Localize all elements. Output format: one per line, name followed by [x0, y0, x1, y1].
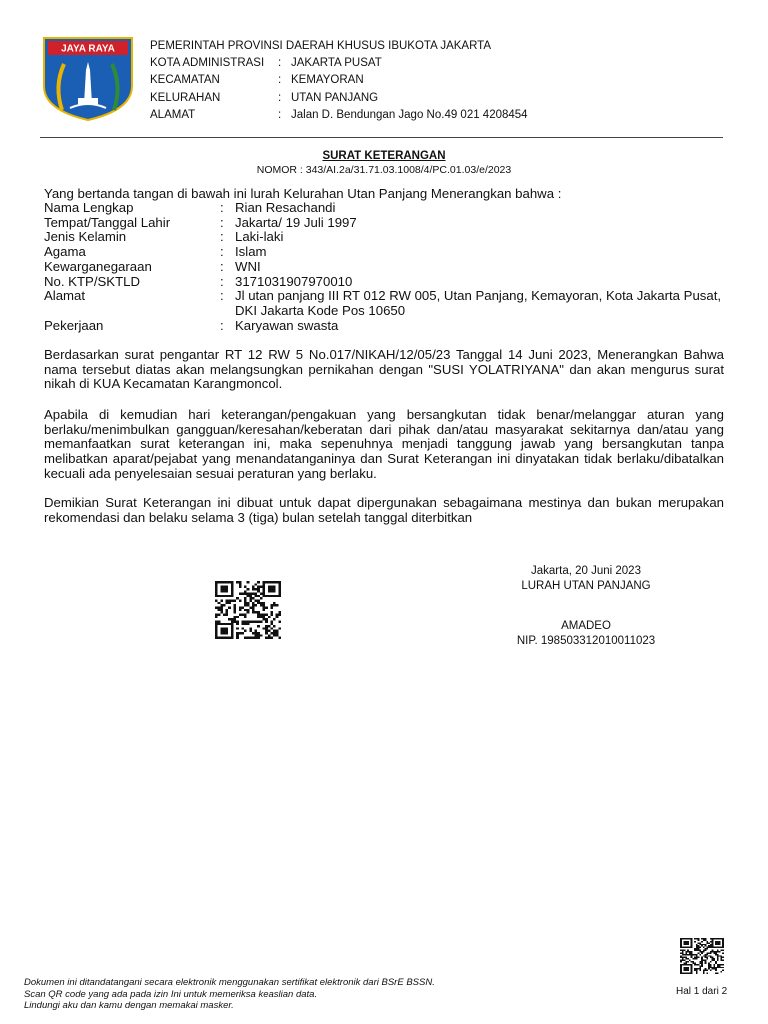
letterhead-colon: : [278, 74, 282, 87]
paragraph-closing: Demikian Surat Keterangan ini dibuat untuk dapat dipergunakan sebagaimana mestinya dan bukan merupakan rekomendasi dan belaku selama 3 (tiga) bulan setelah tanggal diterbitkan [44, 495, 724, 525]
field-colon: : [220, 244, 224, 260]
field-row [44, 319, 734, 334]
letterhead-row [150, 55, 528, 72]
letterhead-value: JAKARTA PUSAT [291, 57, 382, 70]
field-label: Jenis Kelamin [44, 229, 127, 245]
field-value: Rian Resachandi [235, 200, 336, 215]
field-colon: : [220, 214, 224, 230]
field-label: Tempat/Tanggal Lahir [44, 214, 171, 230]
field-value: Laki-laki [235, 229, 284, 245]
paragraph-purpose: Berdasarkan surat pengantar RT 12 RW 5 No.017/NIKAH/12/05/23 Tanggal 14 Juni 2023, Menerangkan Bahwa nama tersebut diatas akan melangsungkan pernikahan dengan "SUSI YOLATRIYANA" dan akan mengurus surat nikah di KUA Kecamatan Karangmoncol. [44, 347, 724, 392]
signature-position: LURAH UTAN PANJANG [521, 579, 651, 592]
field-label: Nama Lengkap [44, 200, 134, 215]
field-colon: : [220, 229, 224, 245]
field-value: WNI [235, 258, 261, 274]
field-colon: : [220, 317, 224, 333]
jakarta-coat-of-arms-logo [42, 36, 134, 122]
signature-space [480, 593, 692, 619]
letterhead [150, 38, 528, 124]
letterhead-org: PEMERINTAH PROVINSI DAERAH KHUSUS IBUKOTA JAKARTA [150, 40, 492, 52]
signature-nip: NIP. 198503312010011023 [516, 634, 656, 647]
document-title: SURAT KETERANGAN [322, 150, 446, 162]
identity-fields [44, 201, 734, 333]
footer-line: Scan QR code yang ada pada izin Ini untuk memeriksa keaslian data. [24, 988, 318, 1000]
letterhead-row [150, 107, 528, 124]
field-row [44, 289, 734, 318]
signature-block [480, 564, 692, 648]
field-label: Pekerjaan [44, 317, 104, 333]
field-row [44, 201, 734, 216]
field-colon: : [220, 258, 224, 274]
letterhead-row [150, 90, 528, 107]
footer-line: Lindungi aku dan kamu dengan memakai masker. [24, 1000, 234, 1011]
signature-name: AMADEO [561, 620, 611, 632]
footer-line: Dokumen ini ditandatangani secara elektronik menggunakan sertifikat elektronik dari BSrE BSSN. [24, 977, 435, 988]
qr-code [215, 581, 281, 639]
field-label: No. KTP/SKTLD [44, 273, 141, 289]
letterhead-label: KELURAHAN [150, 91, 221, 104]
field-value: Islam [235, 244, 267, 260]
letterhead-value: Jalan D. Bendungan Jago No.49 021 4208454 [291, 108, 528, 121]
letterhead-colon: : [278, 108, 282, 121]
paragraph-disclaimer: Apabila di kemudian hari keterangan/pengakuan yang bersangkutan tidak benar/melanggar aturan yang berlaku/menimbulkan gangguan/keresahan/keberatan dari pihak dan/atau masyarakat sekitarnya dan/atau yang memanfaatkan surat keterangan ini, maka sepenuhnya menjadi tanggung jawab yang bersangkutan tanpa melibatkan aparat/pejabat yang menandatanganinya dan Surat Keterangan ini dinyatakan tidak berlaku/dibatalkan kecuali ada penyelesaian sesuai peraturan yang berlaku. [44, 407, 724, 481]
letterhead-colon: : [278, 57, 282, 70]
field-value: Jakarta/ 19 Juli 1997 [235, 214, 357, 230]
letterhead-colon: : [278, 91, 282, 104]
field-colon: : [220, 200, 224, 215]
logo-banner-text: JAYA RAYA [61, 43, 115, 55]
intro-text: Yang bertanda tangan di bawah ini lurah Kelurahan Utan Panjang Menerangkan bahwa : [44, 186, 562, 201]
letterhead-label: KECAMATAN [150, 74, 220, 87]
header-divider [40, 137, 723, 138]
field-label: Kewarganegaraan [44, 258, 152, 274]
field-colon: : [220, 273, 224, 289]
page-number: Hal 1 dari 2 [676, 986, 728, 997]
footer-qr-code [680, 938, 724, 974]
field-row [44, 216, 734, 231]
field-value: Jl utan panjang III RT 012 RW 005, Utan Panjang, Kemayoran, Kota Jakarta Pusat, DKI Jakarta Kode Pos 10650 [235, 288, 722, 318]
letterhead-value: KEMAYORAN [291, 74, 364, 87]
document-number: NOMOR : 343/AI.2a/31.71.03.1008/4/PC.01.03/e/2023 [256, 164, 512, 176]
letterhead-value: UTAN PANJANG [291, 91, 379, 104]
field-row [44, 275, 734, 290]
letterhead-label: KOTA ADMINISTRASI [150, 57, 265, 70]
field-row [44, 245, 734, 260]
field-value: 3171031907970010 [235, 273, 353, 289]
letterhead-row [150, 72, 528, 89]
field-row [44, 230, 734, 245]
field-colon: : [220, 288, 224, 304]
footer-note [24, 977, 435, 1012]
field-label: Alamat [44, 288, 86, 304]
field-label: Agama [44, 244, 86, 260]
letterhead-label: ALAMAT [150, 108, 196, 121]
field-row [44, 260, 734, 275]
signature-place-date: Jakarta, 20 Juni 2023 [531, 565, 641, 577]
field-value: Karyawan swasta [235, 317, 339, 333]
